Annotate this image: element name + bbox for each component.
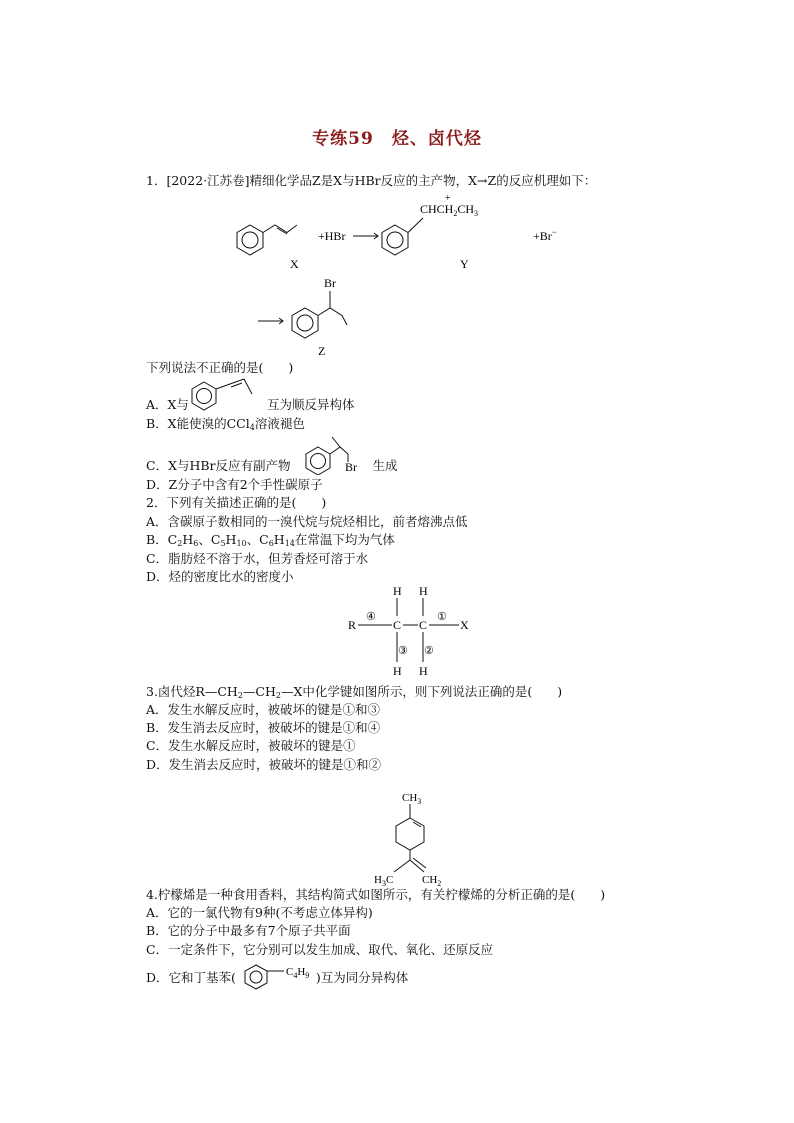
q4-stem: 4.柠檬烯是一种食用香料，其结构简式如图所示，有关柠檬烯的分析正确的是( ) <box>146 887 606 902</box>
q3-stem: 3.卤代烃$R—CH_2—CH_2—X$中化学键如图所示，则下列说法正确的是( ) <box>146 684 563 700</box>
cis-structure <box>186 376 266 414</box>
q1-reaction-scheme <box>140 190 640 365</box>
svg-text:①: ① <box>437 611 447 623</box>
q1-option-a: A．X与 互为顺反异构体 <box>146 397 355 412</box>
butylbenzene-structure <box>242 961 322 991</box>
q2-option-c: C．脂肪烃不溶于水，但芳香烃可溶于水 <box>146 551 369 566</box>
svg-text:H: H <box>419 664 428 678</box>
x-label: X <box>290 257 299 271</box>
q1-option-d: D．Z分子中含有2个手性碳原子 <box>146 477 323 492</box>
q1-option-b: B．X能使溴的CCl$_4$溶液褪色 <box>146 416 305 432</box>
svg-text:CH3: $CH_3$ <box>402 792 422 806</box>
svg-text:R: R <box>348 618 357 632</box>
svg-text:Br: Br <box>345 460 357 474</box>
q4-option-a: A．它的一氯代物有9种(不考虑立体异构) <box>146 905 373 920</box>
svg-text:C: C <box>419 618 428 632</box>
plus-hbr: +HBr <box>318 229 346 243</box>
q3-option-a: A．发生水解反应时，被破坏的键是①和③ <box>146 702 381 717</box>
z-br: Br <box>324 276 336 290</box>
q3-option-b: B．发生消去反应时，被破坏的键是①和④ <box>146 720 381 735</box>
q1-option-c: C．X与HBr反应有副产物 生成 <box>146 458 398 473</box>
q2-option-a: A．含碳原子数相同的一溴代烷与烷烃相比，前者熔沸点低 <box>146 514 468 529</box>
plus-charge: + <box>445 193 451 204</box>
arrow-2 <box>258 318 283 324</box>
page-title: 专练59 烃、卤代烃 <box>312 129 482 149</box>
q2-stem: 2．下列有关描述正确的是( ) <box>146 495 327 510</box>
limonene-structure <box>362 788 462 888</box>
q3-bond-diagram <box>340 582 480 680</box>
svg-text:CH2: $CH_2$ <box>422 874 442 888</box>
q1-ask: 下列说法不正确的是( ) <box>146 360 294 375</box>
q4-option-d: D．它和丁基苯( )互为同分异构体 <box>146 970 409 985</box>
svg-text:H: H <box>393 664 402 678</box>
x-structure <box>237 225 297 255</box>
y-label: Y <box>460 257 469 271</box>
svg-text:H: H <box>393 584 402 598</box>
svg-text:④: ④ <box>366 611 376 623</box>
q3-option-c: C．发生水解反应时，被破坏的键是① <box>146 738 356 753</box>
svg-text:②: ② <box>424 645 434 657</box>
q2-option-b: B．$C_2H_6$、$C_5H_{10}$、$C_6H_{14}$在常温下均为气体 <box>146 532 395 548</box>
br-minus: +Br− <box>533 227 557 243</box>
y-chain: $CHCH_2CH_3$ <box>420 202 479 218</box>
svg-text:C4H9: $C_4H_9$ <box>286 966 310 980</box>
y-structure <box>382 218 423 255</box>
z-structure <box>292 291 347 338</box>
svg-text:C: C <box>393 618 402 632</box>
q4-option-c: C．一定条件下，它分别可以发生加成、取代、氧化、还原反应 <box>146 942 494 957</box>
q3-option-d: D．发生消去反应时，被破坏的键是①和② <box>146 757 382 772</box>
q4-option-b: B．它的分子中最多有7个原子共平面 <box>146 923 351 938</box>
svg-text:X: X <box>460 618 469 632</box>
svg-text:H3C: $H_3C$ <box>374 874 394 888</box>
arrow-1 <box>353 233 378 239</box>
svg-text:③: ③ <box>398 645 408 657</box>
q1-stem: 1．[2022·江苏卷]精细化学品Z是X与HBr反应的主产物，X→Z的反应机理如下： <box>146 173 597 188</box>
byproduct-structure <box>300 430 390 475</box>
z-label: Z <box>318 344 326 358</box>
svg-text:H: H <box>419 584 428 598</box>
q2-option-d: D．烃的密度比水的密度小 <box>146 569 294 584</box>
